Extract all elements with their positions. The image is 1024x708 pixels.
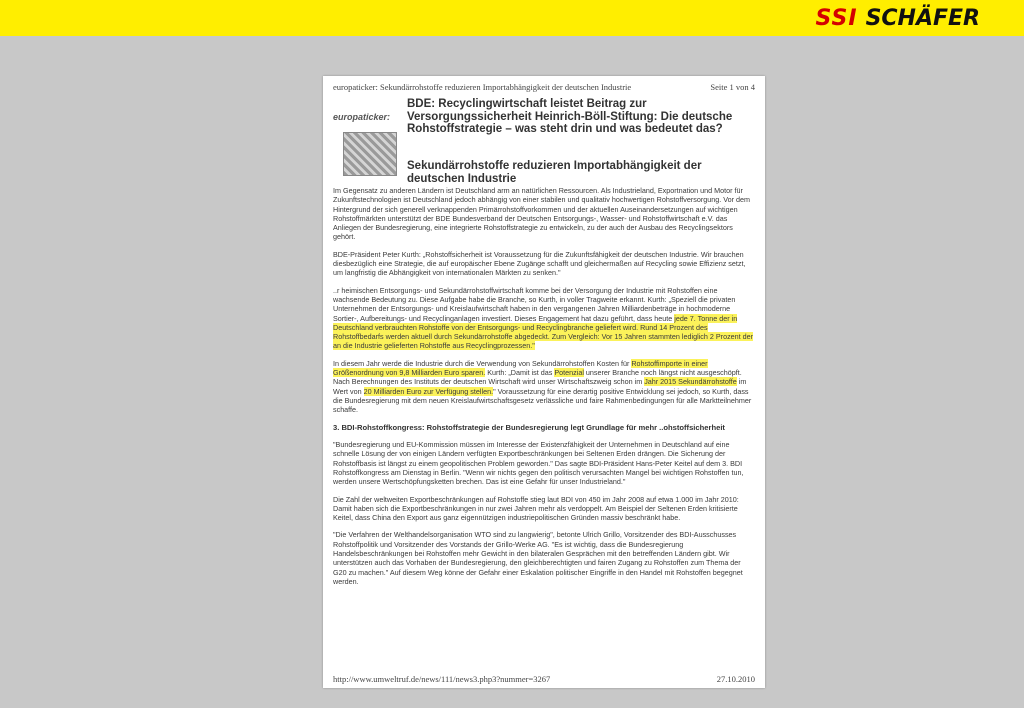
document-date: 27.10.2010 xyxy=(716,674,755,684)
highlight-20-billion: 20 Milliarden Euro zur Verfügung stellen. xyxy=(363,386,494,396)
article-headline: BDE: Recyclingwirtschaft leistet Beitrag zur Versorgungssicherheit Heinrich-Böll-Stiftung: Die deutsche Rohstoffstrategie – was steht drin und was bedeutet das? xyxy=(407,98,733,135)
article-subheadline: Sekundärrohstoffe reduzieren Importabhängigkeit der deutschen Industrie xyxy=(407,160,702,185)
europaticker-brand: europaticker: xyxy=(333,112,391,122)
top-banner xyxy=(0,0,1024,36)
paragraph-3-text: ..r heimischen Entsorgungs- und Sekundärrohstoffwirtschaft komme bei der Versorgung der Industrie mit Rohstoffen eine wachsende Bedeutung zu. Diese Aufgabe habe die Branche, so Kurth, in voller Tragweite erkannt. Kurth: „Speziell die privaten Unternehmen der Entsorgungs- und Kreislaufwirtschaft haben in den vergangenen Jahren Milliardenbeträge in hochmoderne Sortier-, Aufbereitungs- und Recyclinganlagen investiert. Dieses Engagement hat dazu geführt, dass heute xyxy=(333,285,736,323)
highlight-potenzial: Potenzial xyxy=(554,368,584,378)
highlight-savings: Rohstoffimporte in einer Größenordnung von 9,8 Milliarden Euro sparen. xyxy=(333,358,708,378)
paragraph-1: Im Gegensatz zu anderen Ländern ist Deutschland arm an natürlichen Ressourcen. Als Industrieland, Exportnation und Motor für Zukunftstechnologien ist Deutschland jedoch abhängig von einer stabilen und qualitativ hochwertigen Rohstoffversorgung. Vor dem Hintergrund der sich generell verknappenden Primärrohstoffvorkommen und der aktuellen Auseinandersetzungen auf wichtigen Rohstoffmärkten unterstützt der BDE Bundesverband der Deutschen Entsorgungs-, Wasser- und Rohstoffwirtschaft e.V. das Anliegen der Bundesregierung, eine integrierte Rohstoffstrategie zu entwickeln, zu der auch der Ausbau des Recyclingsektors gehört. xyxy=(333,186,751,242)
paragraph-2: BDE-Präsident Peter Kurth: „Rohstoffsicherheit ist Voraussetzung für die Zukunftsfähigkeit der deutschen Industrie. Wir brauchen diesbezüglich eine Strategie, die auf europäischer Ebene Zugänge schafft und gleichermaßen auf Recycling sowie Effizienz setzt, um langfristig die Abhängigkeit von internationalen Märkten zu senken." xyxy=(333,249,746,278)
logo-schaefer: SCHÄFER xyxy=(865,6,980,31)
paragraph-4-text-c: unserer Branche noch längst nicht ausgeschöpft. Nach Berechnungen des Instituts der deutschen Wirtschaft wird unser Wirtschaftszweig schon im xyxy=(333,368,742,387)
paragraph-4-text-e: " Voraussetzung für eine derartig positive Entwicklung sei jedoch, so Kurth, dass die Bundesregierung mit dem neuen Kreislaufwirtschaftsgesetz verlässliche und faire Rahmenbedingungen für alle Marktteilnehmer schaffe. xyxy=(333,386,752,415)
paragraph-4-text-d: im Wert von xyxy=(333,377,747,396)
scanned-document-page xyxy=(323,76,765,688)
paragraph-5: "Bundesregierung und EU-Kommission müssen im Interesse der Existenzfähigkeit der Unternehmen in Deutschland auf eine schnelle Lösung der von einigen Ländern verfügten Exportbeschränkungen bei Seltenen Erden drängen. Die Sicherung der Rohstoffbasis ist längst zu einem geopolitischen Problem geworden." Das sagte BDI-Präsident Hans-Peter Keitel auf dem 3. BDI Rohstoffkongress am Dienstag in Berlin. "Wenn wir nichts gegen den politisch verursachten Mangel bei wichtigen Rohstoffen tun, werden unsere Wertschöpfungsketten brechen. Das ist eine Gefahr für unser Industrieland." xyxy=(333,440,744,487)
document-footer xyxy=(333,674,755,684)
paragraph-4-text-b: Kurth: „Damit ist das xyxy=(485,368,555,378)
ssi-schaefer-logo xyxy=(815,6,980,31)
article-body xyxy=(333,186,755,594)
highlight-year-2015: Jahr 2015 Sekundärrohstoffe xyxy=(644,377,737,387)
paragraph-7: "Die Verfahren der Welthandelsorganisation WTO sind zu langwierig", betonte Ulrich Grillo, Vorsitzender des BDI-Ausschusses Rohstoffpolitik und Vorsitzender des Vorstands der Grillo-Werke AG. "Es ist wichtig, dass die Bundesregierung Handelsbeschränkungen bei Rohstoffen mehr Gewicht in den bilateralen Gesprächen mit den betreffenden Ländern gibt. Wir unterstützen auch das Vorhaben der Bundesregierung, den gleichberechtigten und fairen Zugang zu Rohstoffen zum Thema der G20 zu machen." Auf diesem Weg könne der Gefahr einer Eskalation politischer Eingriffe in den Handel mit Rohstoffen begegnet werden. xyxy=(333,530,743,586)
article-photo xyxy=(343,132,397,176)
page-number: Seite 1 von 4 xyxy=(710,82,755,92)
document-header xyxy=(333,82,755,92)
logo-ssi: SSI xyxy=(815,6,858,31)
paragraph-4 xyxy=(333,359,755,415)
highlight-recycling-share: jede 7. Tonne der in Deutschland verbrauchten Rohstoffe von der Entsorgungs- und Recyclingbranche geliefert wird. Rund 14 Prozent des Rohstoffbedarfs werden aktuell durch Sekundärrohstoffe abgedeckt. Zum Vergleich: Vor 15 Jahren stammten lediglich 2 Prozent der an die Industrie gelieferten Rohstoffe aus Recyclingprozessen." xyxy=(333,313,754,351)
paragraph-6: Die Zahl der weltweiten Exportbeschränkungen auf Rohstoffe stieg laut BDI von 450 im Jahr 2008 auf etwa 1.000 im Jahr 2010: Damit haben sich die Exportbeschränkungen in nur zwei Jahren mehr als verdoppelt. Am Beispiel der Seltenen Erden kritisierte Keitel, dass China den Export aus ganz eigennützigen industriepolitischen Gründen massiv beschränkt habe. xyxy=(333,494,739,523)
paragraph-4-text-a: In diesem Jahr werde die Industrie durch die Verwendung von Sekundärrohstoffen Kosten für xyxy=(333,358,632,368)
paragraph-3 xyxy=(333,286,755,351)
header-title: europaticker: Sekundärrohstoffe reduzieren Importabhängigkeit der deutschen Industrie xyxy=(333,82,632,92)
source-url: http://www.umweltruf.de/news/111/news3.php3?nummer=3267 xyxy=(333,674,551,684)
section-3-heading: 3. BDI-Rohstoffkongress: Rohstoffstrategie der Bundesregierung legt Grundlage für mehr ..ohstoffsicherheit xyxy=(333,422,725,432)
